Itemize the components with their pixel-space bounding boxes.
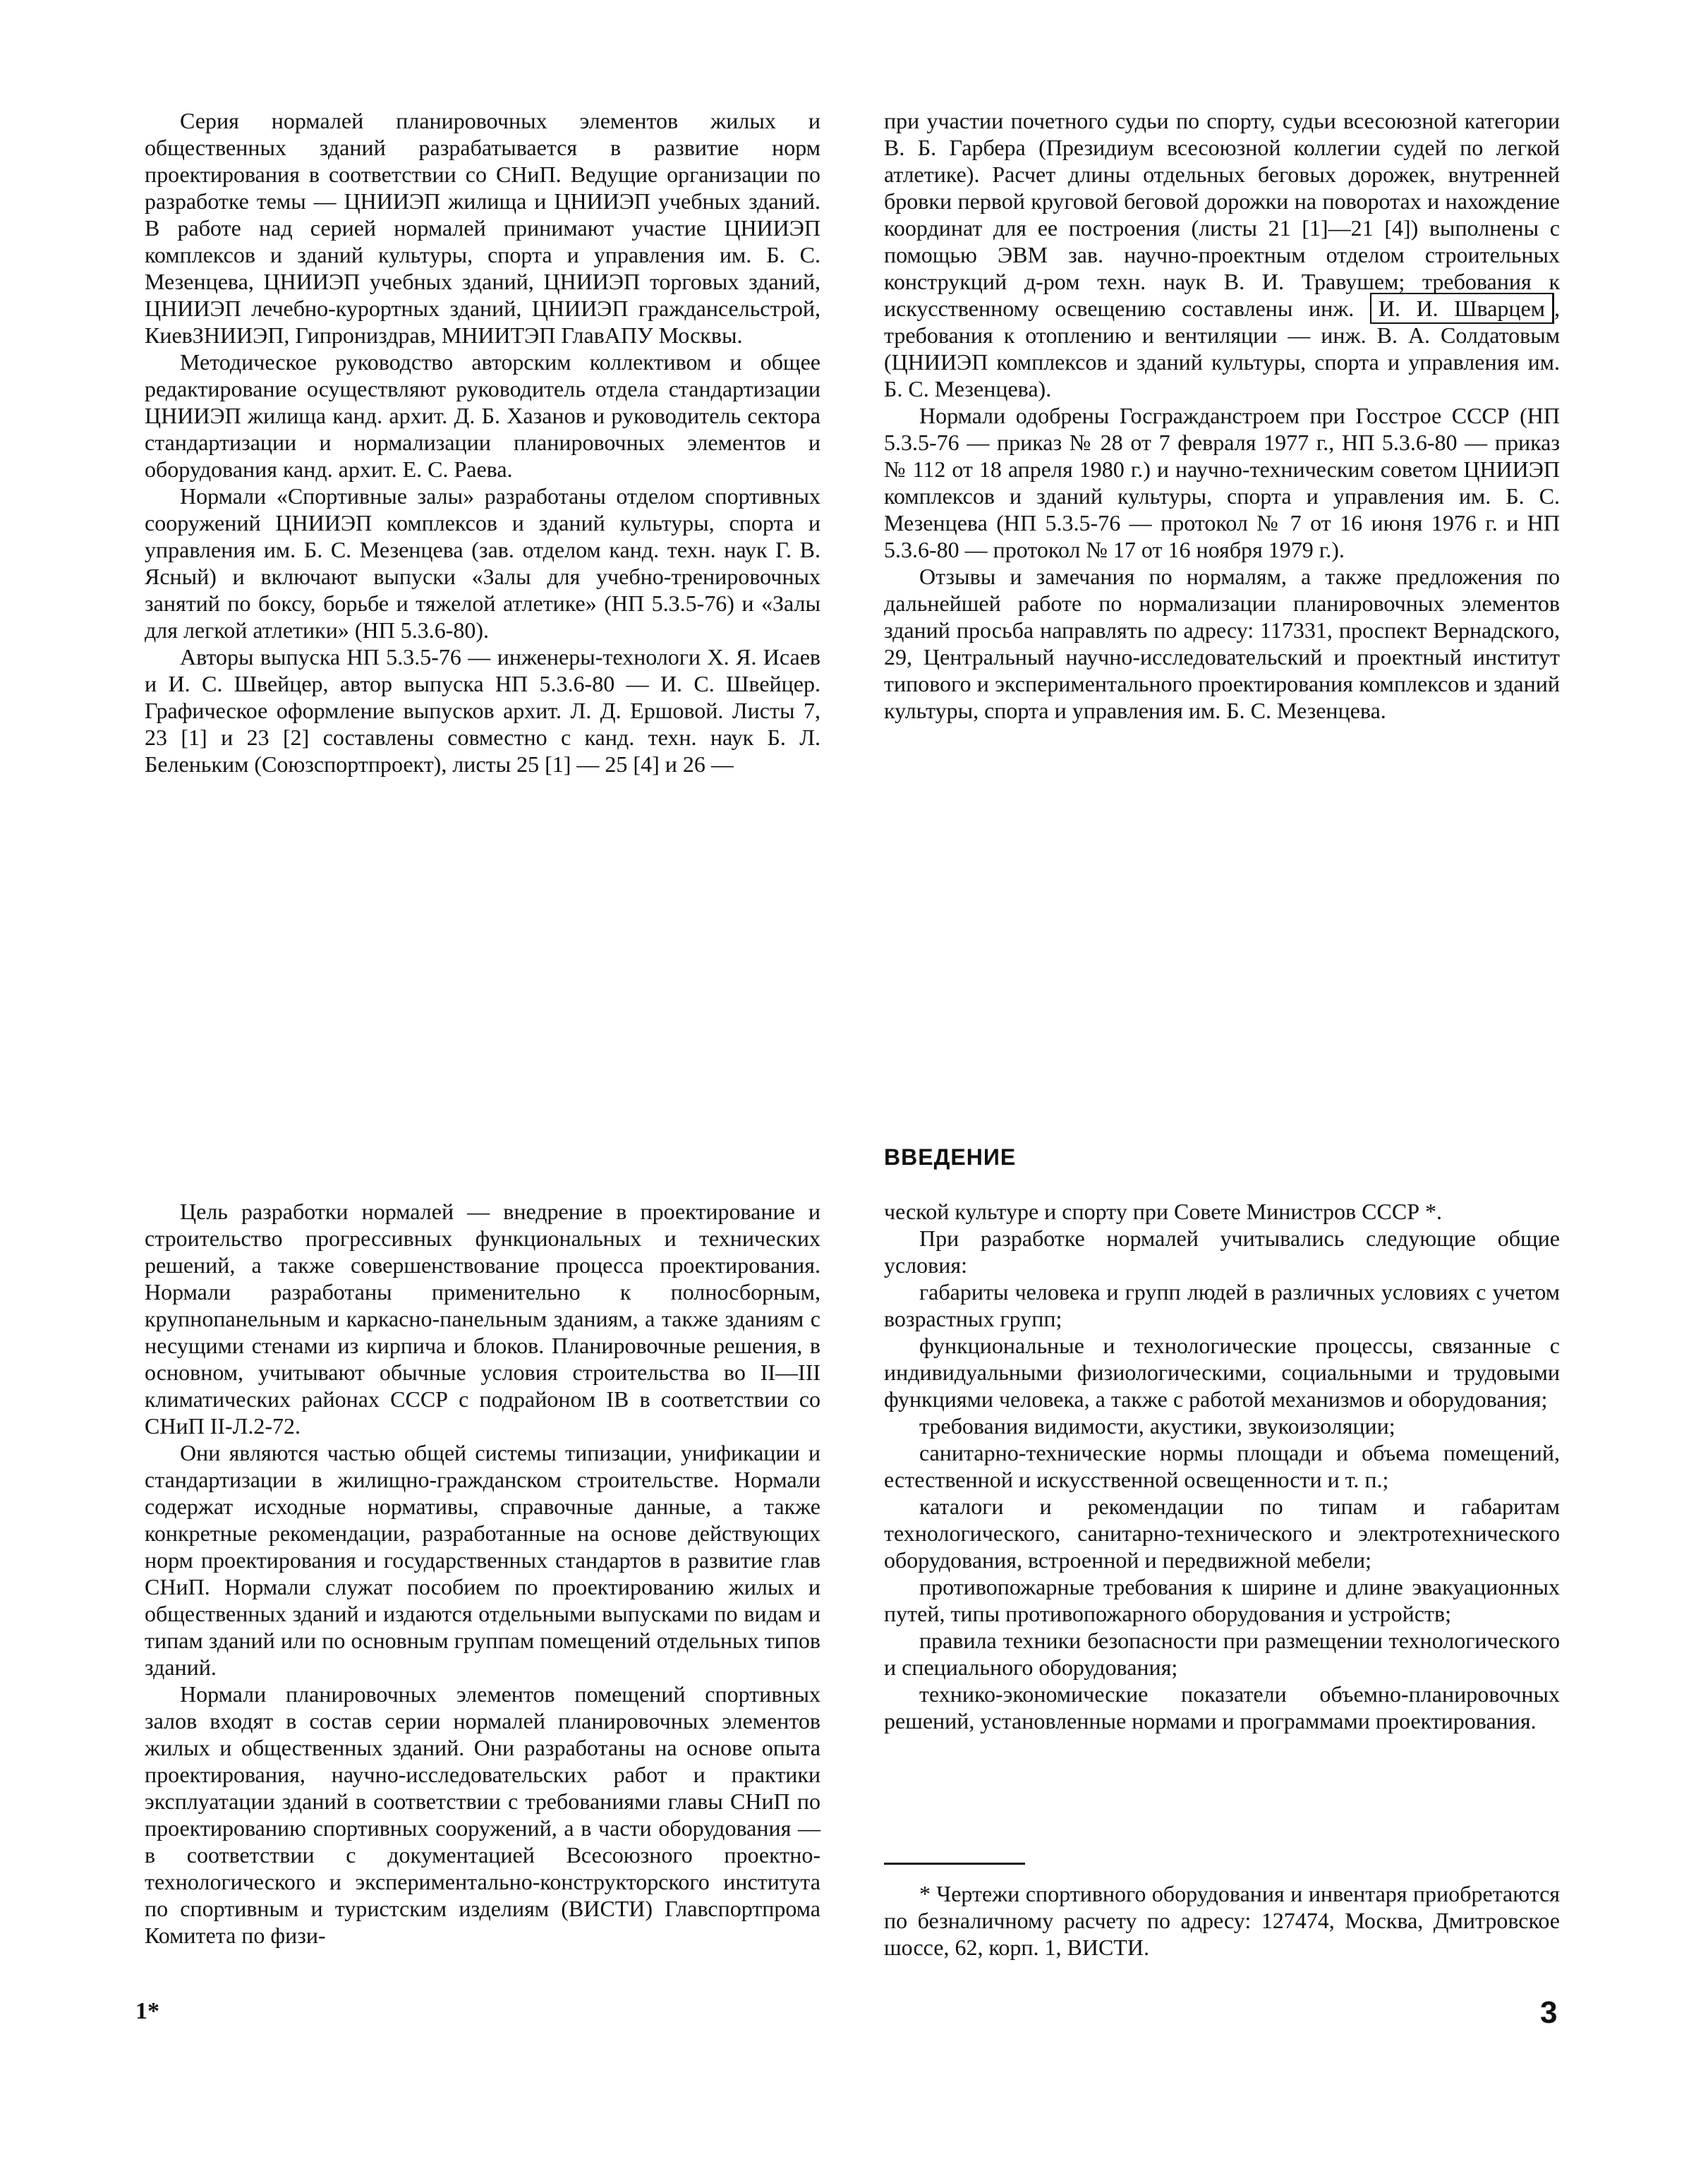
paragraph: Они являются частью общей системы типизации, унификации и стандартизации в жилищно-гражданском строительстве. Нормали содержат исходные нормативы, справочные данные, а также конкретные рекомендации, разработанные на основе действующих норм проектирования и государственных стандартов в развитие глав СНиП. Нормали служат пособием по проектированию жилых и общественных зданий и издаются отдельными выпусками по видам и типам зданий или по основным группам помещений отдельных типов зданий. (145, 1440, 820, 1680)
paragraph: Цель разработки нормалей — внедрение в проектирование и строительство прогрессивных функциональных и технических решений, а также совершенствование процесса проектирования. Нормали разработаны применительно к полносборным, крупнопанельным и каркасно-панельным зданиям, а также зданиям с несущими стенами из кирпича и блоков. Планировочные решения, в основном, учитывают обычные условия строительства во II—III климатических районах СССР с подрайоном IB в соответствии со СНиП II-Л.2-72. (145, 1199, 820, 1439)
paragraph: Отзывы и замечания по нормалям, а также предложения по дальнейшей работе по нормализации планировочных элементов зданий просьба направлять по адресу: 117331, проспект Вернадского, 29, Центральный научно-исследовательский и проектный институт типового и экспериментального проектирования комплексов и зданий культуры, спорта и управления им. Б. С. Мезенцева. (884, 564, 1560, 723)
list-item: технико-экономические показатели объемно-планировочных решений, установленные нормами и программами проектирования. (884, 1681, 1560, 1734)
boxed-name: И. И. Шварцем (1370, 293, 1554, 324)
list-item: функциональные и технологические процессы, связанные с индивидуальными физиологическими, социальными и трудовыми функциями человека, а также с работой механизмов и оборудования; (884, 1333, 1560, 1412)
list-item: санитарно-технические нормы площади и объема помещений, естественной и искусственной освещенности и т. п.; (884, 1440, 1560, 1492)
text-run: при участии почетного судьи по спорту, судьи всесоюзной категории В. Б. Гарбера (Президиум всесоюзной коллегии судей по легкой атлетике). Расчет длины отдельных беговых дорожек, внутренней бровки первой круговой беговой дорожки на поворотах и нахождение координат для ее построения (листы 21 [1]—21 [4]) выполнены с помощью ЭВМ зав. научно-проектным отделом строительных конструкций д-ром техн. наук В. И. Травушем; требования к искусственному освещению составлены инж. (884, 108, 1560, 321)
intro-right-column (884, 1198, 1560, 1734)
paragraph: При разработке нормалей учитывались следующие общие условия: (884, 1226, 1560, 1278)
paragraph: Нормали планировочных элементов помещений спортивных залов входят в состав серии нормалей планировочных элементов жилых и общественных зданий. Они разработаны на основе опыта проектирования, научно-исследовательских работ и практики эксплуатации зданий в соответствии с требованиями главы СНиП по проектированию спортивных сооружений, а в части оборудования — в соответствии с документацией Всесоюзного проектно-технологического и экспериментально-конструкторского института по спортивным и туристским изделиям (ВИСТИ) Главспортпрома Комитета по физи- (145, 1681, 820, 1948)
preface-left-column (145, 107, 820, 778)
list-item: каталоги и рекомендации по типам и габаритам технологического, санитарно-технического и электротехнического оборудования, встроенной и передвижной мебели; (884, 1494, 1560, 1573)
list-item: требования видимости, акустики, звукоизоляции; (919, 1413, 1395, 1439)
list-item: противопожарные требования к ширине и длине эвакуационных путей, типы противопожарного оборудования и устройств; (884, 1574, 1560, 1626)
paragraph: Методическое руководство авторским коллективом и общее редактирование осуществляют руководитель отдела стандартизации ЦНИИЭП жилища канд. архит. Д. Б. Хазанов и руководитель сектора стандартизации и нормализации планировочных элементов и оборудования канд. архит. Е. С. Раева. (145, 349, 820, 482)
intro-left-column (145, 1198, 820, 1949)
paragraph: Нормали одобрены Госгражданстроем при Госстрое СССР (НП 5.3.5-76 — приказ № 28 от 7 февраля 1977 г., НП 5.3.6-80 — приказ № 112 от 18 апреля 1980 г.) и научно-техническим советом ЦНИИЭП комплексов и зданий культуры, спорта и управления им. Б. С. Мезенцева (НП 5.3.5-76 — протокол № 7 от 16 июня 1976 г. и НП 5.3.6-80 — протокол № 17 от 16 ноября 1979 г.). (884, 403, 1560, 562)
paragraph: Авторы выпуска НП 5.3.5-76 — инженеры-технологи Х. Я. Исаев и И. С. Швейцер, автор выпуска НП 5.3.6-80 — И. С. Швейцер. Графическое оформление выпусков архит. Л. Д. Ершовой. Листы 7, 23 [1] и 23 [2] составлены совместно с канд. техн. наук Б. Л. Беленьким (Союзспортпроект), листы 25 [1] — 25 [4] и 26 — (145, 644, 820, 777)
paragraph: Нормали «Спортивные залы» разработаны отделом спортивных сооружений ЦНИИЭП комплексов и зданий культуры, спорта и управления им. Б. С. Мезенцева (зав. отделом канд. техн. наук Г. В. Ясный) и включают выпуски «Залы для учебно-тренировочных занятий по боксу, борьбе и тяжелой атлетике» (НП 5.3.5-76) и «Залы для легкой атлетики» (НП 5.3.6-80). (145, 483, 820, 643)
footnote (884, 1880, 1560, 1961)
footnote-text: * Чертежи спортивного оборудования и инвентаря приобретаются по безналичному расчету по адресу: 127474, Москва, Дмитровское шоссе, 62, корп. 1, ВИСТИ. (884, 1881, 1560, 1960)
sheet-mark: 1* (135, 1998, 159, 2024)
paragraph: Серия нормалей планировочных элементов жилых и общественных зданий разрабатывается в развитие норм проектирования в соответствии со СНиП. Ведущие организации по разработке темы — ЦНИИЭП жилища и ЦНИИЭП учебных зданий. В работе над серией нормалей принимают участие ЦНИИЭП комплексов и зданий культуры, спорта и управления им. Б. С. Мезенцева, ЦНИИЭП учебных зданий, ЦНИИЭП торговых зданий, ЦНИИЭП лечебно-курортных зданий, ЦНИИЭП граждансельстрой, КиевЗНИИЭП, Гипрониздрав, МНИИТЭП ГлавАПУ Москвы. (145, 108, 820, 348)
section-heading: ВВЕДЕНИЕ (884, 1144, 1017, 1170)
list-item: габариты человека и групп людей в различных условиях с учетом возрастных групп; (884, 1279, 1560, 1331)
footnote-divider (884, 1863, 1025, 1865)
paragraph: ческой культуре и спорту при Совете Министров СССР *. (884, 1199, 1442, 1224)
text-run: , требования к отоплению и вентиляции — инж. В. А. Солдатовым (ЦНИИЭП комплексов и зданий культуры, спорта и управления им. Б. С. Мезенцева). (884, 296, 1561, 401)
paragraph (884, 107, 1560, 402)
preface-right-column (884, 107, 1560, 724)
list-item: правила техники безопасности при размещении технологического и специального оборудования; (884, 1628, 1560, 1680)
page-number: 3 (1540, 1995, 1558, 2030)
